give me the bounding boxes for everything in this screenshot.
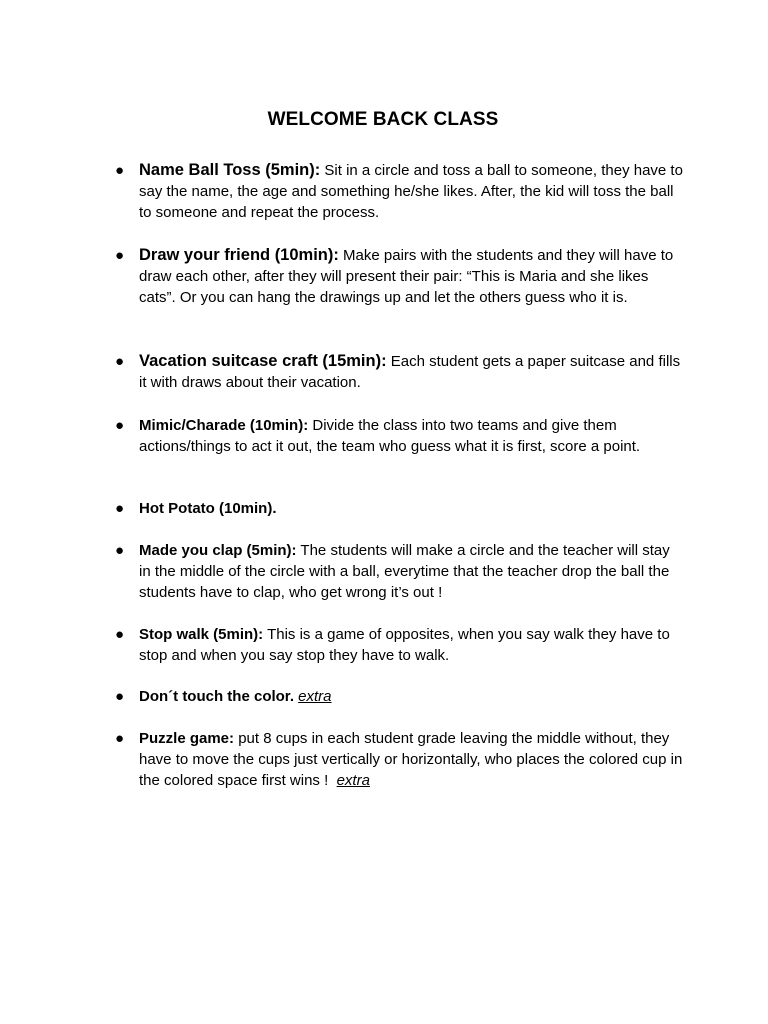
item-heading: Mimic/Charade (10min): xyxy=(139,417,309,434)
extra-label: extra xyxy=(336,772,370,789)
item-heading: Made you clap (5min): xyxy=(139,542,297,559)
list-item-mimic-charade xyxy=(115,415,684,457)
item-text: Each student gets a paper suitcase and fills it with draws about their vacation. xyxy=(139,353,681,391)
bullet-icon: ● xyxy=(115,417,125,434)
bullet-icon: ● xyxy=(115,626,125,643)
bullet-icon: ● xyxy=(115,162,125,179)
item-heading: Don´t touch the color. xyxy=(139,688,294,705)
item-heading: Stop walk (5min): xyxy=(139,626,264,643)
item-text: The students will make a circle and the teacher will stay in the middle of the circle with a ball, everytime that the teacher drop the ball the students have to clap, who get wrong it’s out ! xyxy=(139,542,670,601)
item-heading: Hot Potato (10min). xyxy=(139,500,277,517)
item-text: Make pairs with the students and they will have to draw each other, after they will present their pair: “This is Maria and she likes cats”. Or you can hang the drawings up and let the others guess who it is. xyxy=(139,247,674,306)
list-item-dont-touch-color xyxy=(115,686,684,707)
bullet-icon: ● xyxy=(115,247,125,264)
list-item-stop-walk xyxy=(115,624,684,666)
list-item-vacation-suitcase xyxy=(115,351,684,393)
item-heading: Draw your friend (10min): xyxy=(139,246,339,264)
list-item-made-you-clap xyxy=(115,540,684,603)
item-text: Sit in a circle and toss a ball to someone, they have to say the name, the age and something he/she likes. After, the kid will toss the ball to someone and repeat the process. xyxy=(139,162,683,221)
bullet-icon: ● xyxy=(115,353,125,370)
item-text: Divide the class into two teams and give them actions/things to act it out, the team who guess what it is first, score a point. xyxy=(139,417,641,455)
list-item-draw-your-friend xyxy=(115,245,684,308)
bullet-icon: ● xyxy=(115,688,125,705)
item-heading: Puzzle game: xyxy=(139,730,235,747)
bullet-icon: ● xyxy=(115,500,125,517)
item-text: put 8 cups in each student grade leaving the middle without, they have to move the cups just vertically or horizontally, who places the colored cup in the colored space first wins ! xyxy=(139,730,687,789)
list-item-name-ball-toss xyxy=(115,160,684,223)
page-title: WELCOME BACK CLASS xyxy=(267,109,499,130)
item-heading: Vacation suitcase craft (15min): xyxy=(139,352,387,370)
item-heading: Name Ball Toss (5min): xyxy=(139,161,321,179)
list-item-hot-potato xyxy=(115,498,684,519)
list-item-puzzle-game xyxy=(115,728,687,791)
bullet-icon: ● xyxy=(115,730,125,747)
extra-label: extra xyxy=(298,688,332,705)
bullet-icon: ● xyxy=(115,542,125,559)
item-text: This is a game of opposites, when you say walk they have to stop and when you say stop they have to walk. xyxy=(139,626,670,664)
